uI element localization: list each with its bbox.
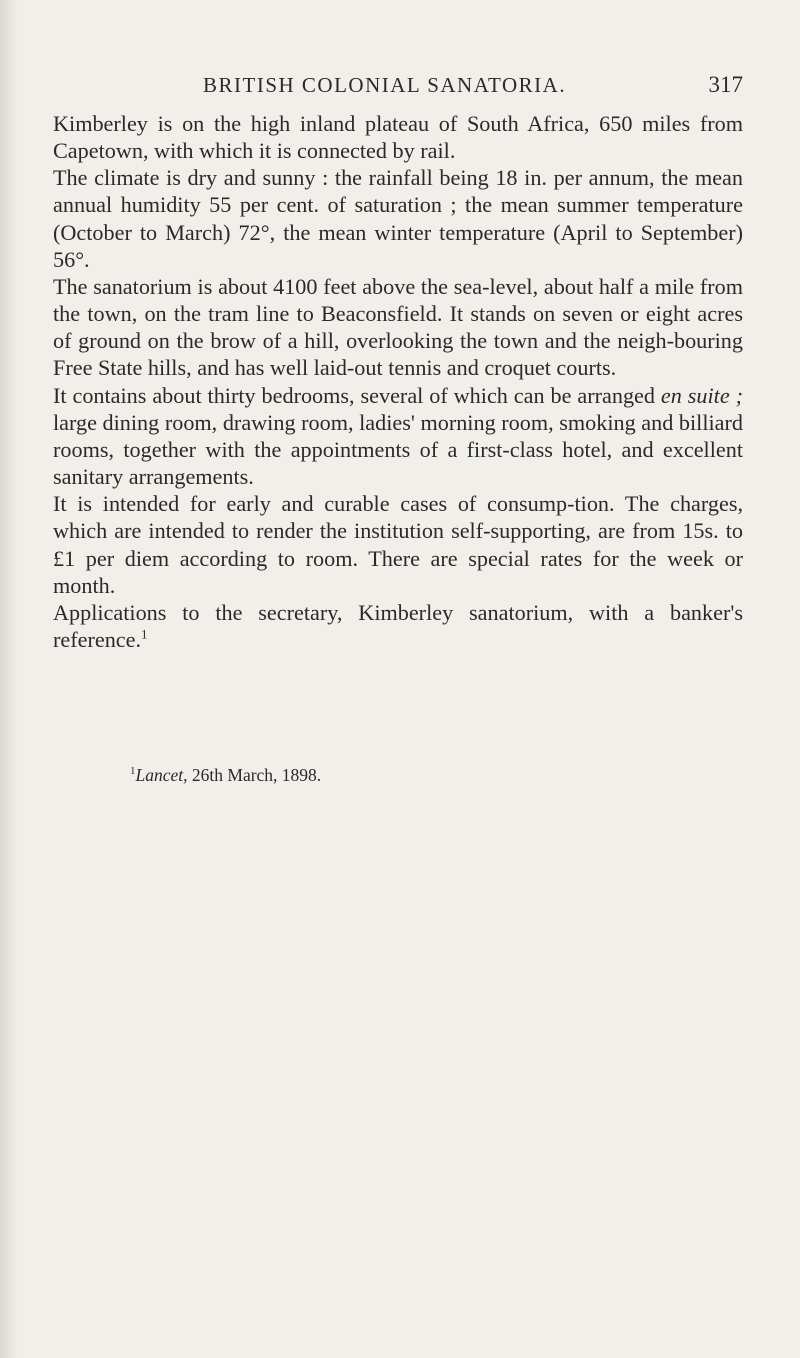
page-number: 317 xyxy=(708,72,743,97)
accommodation-text-start: It contains about thirty bedrooms, several of which can be arranged xyxy=(53,382,661,408)
paragraph-accommodation xyxy=(53,382,743,491)
paragraph-location: Kimberley is on the high inland plateau of South Africa, 650 miles from Capetown, with which it is connected by rail. xyxy=(53,111,743,164)
footnote-mark: 1 xyxy=(130,765,136,778)
paragraph-applications xyxy=(53,599,743,653)
footnote-detail: 26th March, 1898. xyxy=(187,765,322,785)
accommodation-text-end: large dining room, drawing room, ladies' morning room, smoking and billiard rooms, together with the appointments of a first-class hotel, and excellent sanitary arrangements. xyxy=(53,409,743,490)
running-title: BRITISH COLONIAL SANATORIA. xyxy=(203,73,567,97)
footnote xyxy=(130,763,321,787)
paragraph-site: The sanatorium is about 4100 feet above the sea-level, about half a mile from the town, on the tram line to Beaconsfield. It stands on seven or eight acres of ground on the brow of a hill, overlooking the town and the neigh-bouring Free State hills, and has well laid-out tennis and croquet courts. xyxy=(53,273,743,381)
page-edge-shadow xyxy=(0,0,18,1358)
paragraph-climate: The climate is dry and sunny : the rainfall being 18 in. per annum, the mean annual humidity 55 per cent. of saturation ; the mean summer temperature (October to March) 72°, the mean winter temperature (April to September) 56°. xyxy=(53,165,743,272)
paragraph-charges: It is intended for early and curable cases of consump-tion. The charges, which are intended to render the institution self-supporting, are from 15s. to £1 per diem according to room. There are special rates for the week or month. xyxy=(53,491,743,598)
running-head xyxy=(53,70,743,100)
accommodation-italic: en suite ; xyxy=(660,382,743,408)
body-text xyxy=(53,110,743,653)
footnote-source: Lancet, xyxy=(135,765,188,785)
footnote-reference: 1 xyxy=(141,626,148,642)
applications-text: Applications to the secretary, Kimberley sanatorium, with a banker's reference. xyxy=(53,599,743,652)
